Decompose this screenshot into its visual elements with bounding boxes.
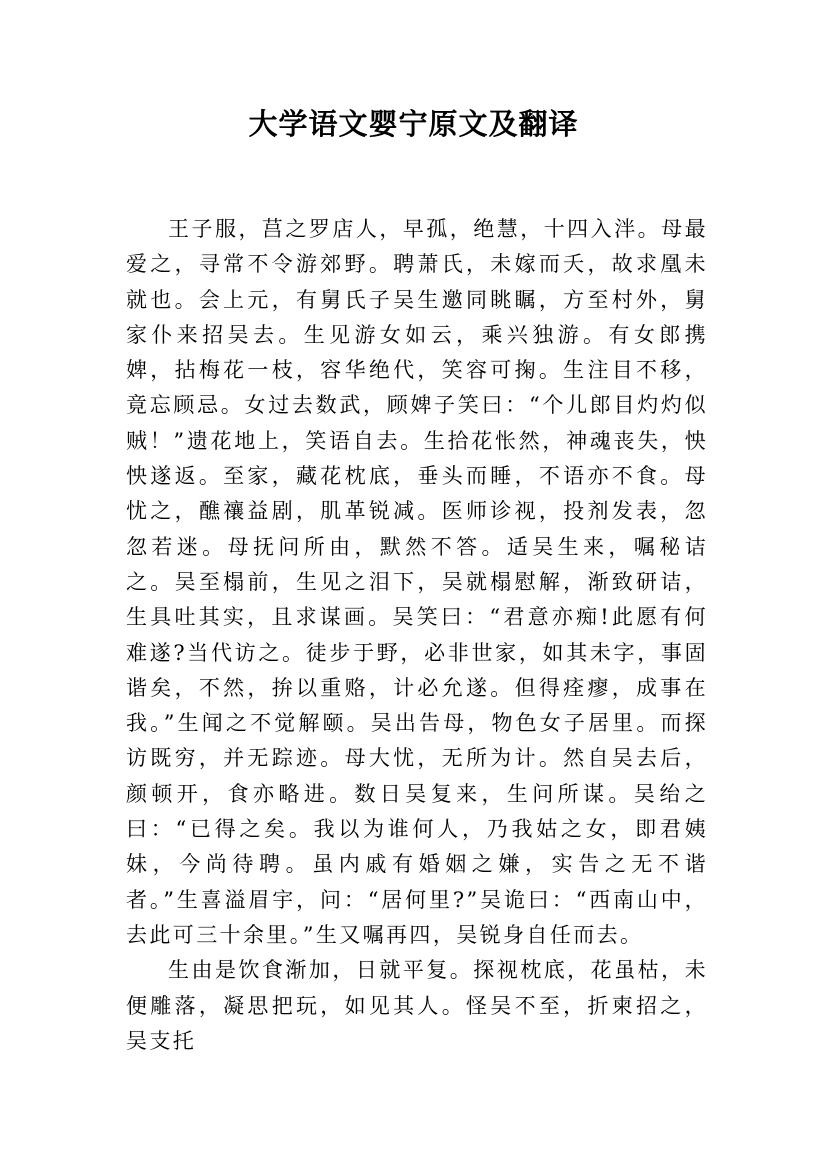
paragraph: 王子服，莒之罗店人，早孤，绝慧，十四入泮。母最爱之，寻常不令游郊野。聘萧氏，未嫁而夭，故求凰未就也。会上元，有舅氏子吴生邀同眺瞩，方至村外，舅家仆来招吴去。生见游女如云，乘兴独游。有女郎携婢，拈梅花一枝，容华绝代，笑容可掬。生注目不移，竟忘顾忌。女过去数武，顾婢子笑曰：“个儿郎目灼灼似贼！”遗花地上，笑语自去。生拾花怅然，神魂丧失，怏怏遂返。至家，藏花枕底，垂头而睡，不语亦不食。母忧之，醮禳益剧，肌革锐减。医师诊视，投剂发表，忽忽若迷。母抚问所由，默然不答。适吴生来，嘱秘诘之。吴至榻前，生见之泪下，吴就榻慰解，渐致研诘，生具吐其实，且求谋画。吴笑曰：“君意亦痴!此愿有何难遂?当代访之。徒步于野，必非世家，如其未字，事固谐矣，不然，拚以重赂，计必允遂。但得痊瘳，成事在我。”生闻之不觉解颐。吴出告母，物色女子居里。而探访既穷，并无踪迹。母大忧，无所为计。然自吴去后，颜顿开，食亦略进。数日吴复来，生问所谋。吴绐之曰：“已得之矣。我以为谁何人，乃我姑之女，即君姨妹，今尚待聘。虽内戚有婚姻之嫌，实告之无不谐者。”生喜溢眉宇，问：“居何里?”吴诡曰：“西南山中，去此可三十余里。”生又嘱再四，吴锐身自任而去。 bbox=[126, 217, 708, 947]
document-body bbox=[126, 212, 708, 1059]
paragraph: 生由是饮食渐加，日就平复。探视枕底，花虽枯，未便雕落，凝思把玩，如见其人。怪吴不至，折柬招之，吴支托 bbox=[126, 958, 708, 1053]
document-title: 大学语文婴宁原文及翻译 bbox=[248, 107, 579, 141]
